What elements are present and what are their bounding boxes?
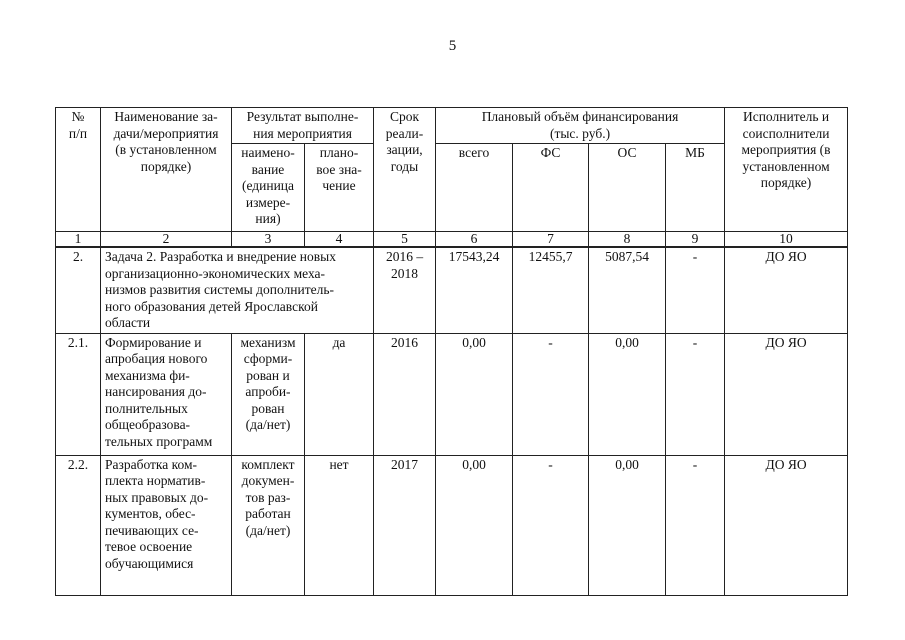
row-fs: 12455,7 xyxy=(513,247,589,333)
row-num: 2.1. xyxy=(56,333,101,455)
row-num: 2.2. xyxy=(56,455,101,595)
column-number: 5 xyxy=(374,232,436,248)
column-number: 4 xyxy=(305,232,374,248)
row-fs: - xyxy=(513,333,589,455)
header-fs: ФС xyxy=(513,144,589,232)
row-name: Формирование и апробация нового механизма фи- нансирования до- полнительных общеобразова- тельных программ xyxy=(101,333,232,455)
column-number: 6 xyxy=(436,232,513,248)
row-mb: - xyxy=(666,247,725,333)
header-num: № п/п xyxy=(56,108,101,232)
page-number: 5 xyxy=(448,38,457,54)
header-name: Наименование за- дачи/мероприятия (в установленном порядке) xyxy=(101,108,232,232)
row-executor: ДО ЯО xyxy=(725,455,848,595)
column-number: 1 xyxy=(56,232,101,248)
table-row xyxy=(56,247,848,333)
row-result-name: механизм сформи- рован и апроби- рован (да/нет) xyxy=(232,333,305,455)
row-result-name: комплект докумен- тов раз- работан (да/нет) xyxy=(232,455,305,595)
header-row-1 xyxy=(56,108,848,144)
column-number: 2 xyxy=(101,232,232,248)
table-row xyxy=(56,455,848,595)
row-name: Задача 2. Разработка и внедрение новых организационно-экономических меха- низмов развития системы дополнитель- ного образования детей Ярославской области xyxy=(101,247,374,333)
header-total: всего xyxy=(436,144,513,232)
row-num: 2. xyxy=(56,247,101,333)
row-mb: - xyxy=(666,455,725,595)
row-term: 2016 xyxy=(374,333,436,455)
row-total: 0,00 xyxy=(436,333,513,455)
header-result-value: плано- вое зна- чение xyxy=(305,144,374,232)
row-term: 2016 – 2018 xyxy=(374,247,436,333)
column-number: 10 xyxy=(725,232,848,248)
row-result-value: да xyxy=(305,333,374,455)
header-os: ОС xyxy=(589,144,666,232)
row-executor: ДО ЯО xyxy=(725,247,848,333)
row-executor: ДО ЯО xyxy=(725,333,848,455)
row-os: 5087,54 xyxy=(589,247,666,333)
column-number: 7 xyxy=(513,232,589,248)
column-number: 9 xyxy=(666,232,725,248)
column-number-row xyxy=(56,232,848,248)
header-executor: Исполнитель и соисполнители мероприятия (в установленном порядке) xyxy=(725,108,848,232)
row-term: 2017 xyxy=(374,455,436,595)
row-fs: - xyxy=(513,455,589,595)
row-mb: - xyxy=(666,333,725,455)
financing-table xyxy=(55,107,848,596)
header-result: Результат выполне- ния мероприятия xyxy=(232,108,374,144)
row-total: 0,00 xyxy=(436,455,513,595)
header-finance: Плановый объём финансирования (тыс. руб.) xyxy=(436,108,725,144)
row-os: 0,00 xyxy=(589,333,666,455)
row-result-value: нет xyxy=(305,455,374,595)
row-os: 0,00 xyxy=(589,455,666,595)
column-number: 3 xyxy=(232,232,305,248)
header-mb: МБ xyxy=(666,144,725,232)
table-row xyxy=(56,333,848,455)
header-term: Срок реали- зации, годы xyxy=(374,108,436,232)
row-name: Разработка ком- плекта норматив- ных правовых до- кументов, обес- печивающих се- тевое освоение обучающимися xyxy=(101,455,232,595)
column-number: 8 xyxy=(589,232,666,248)
row-total: 17543,24 xyxy=(436,247,513,333)
header-result-name: наимено- вание (единица измере- ния) xyxy=(232,144,305,232)
